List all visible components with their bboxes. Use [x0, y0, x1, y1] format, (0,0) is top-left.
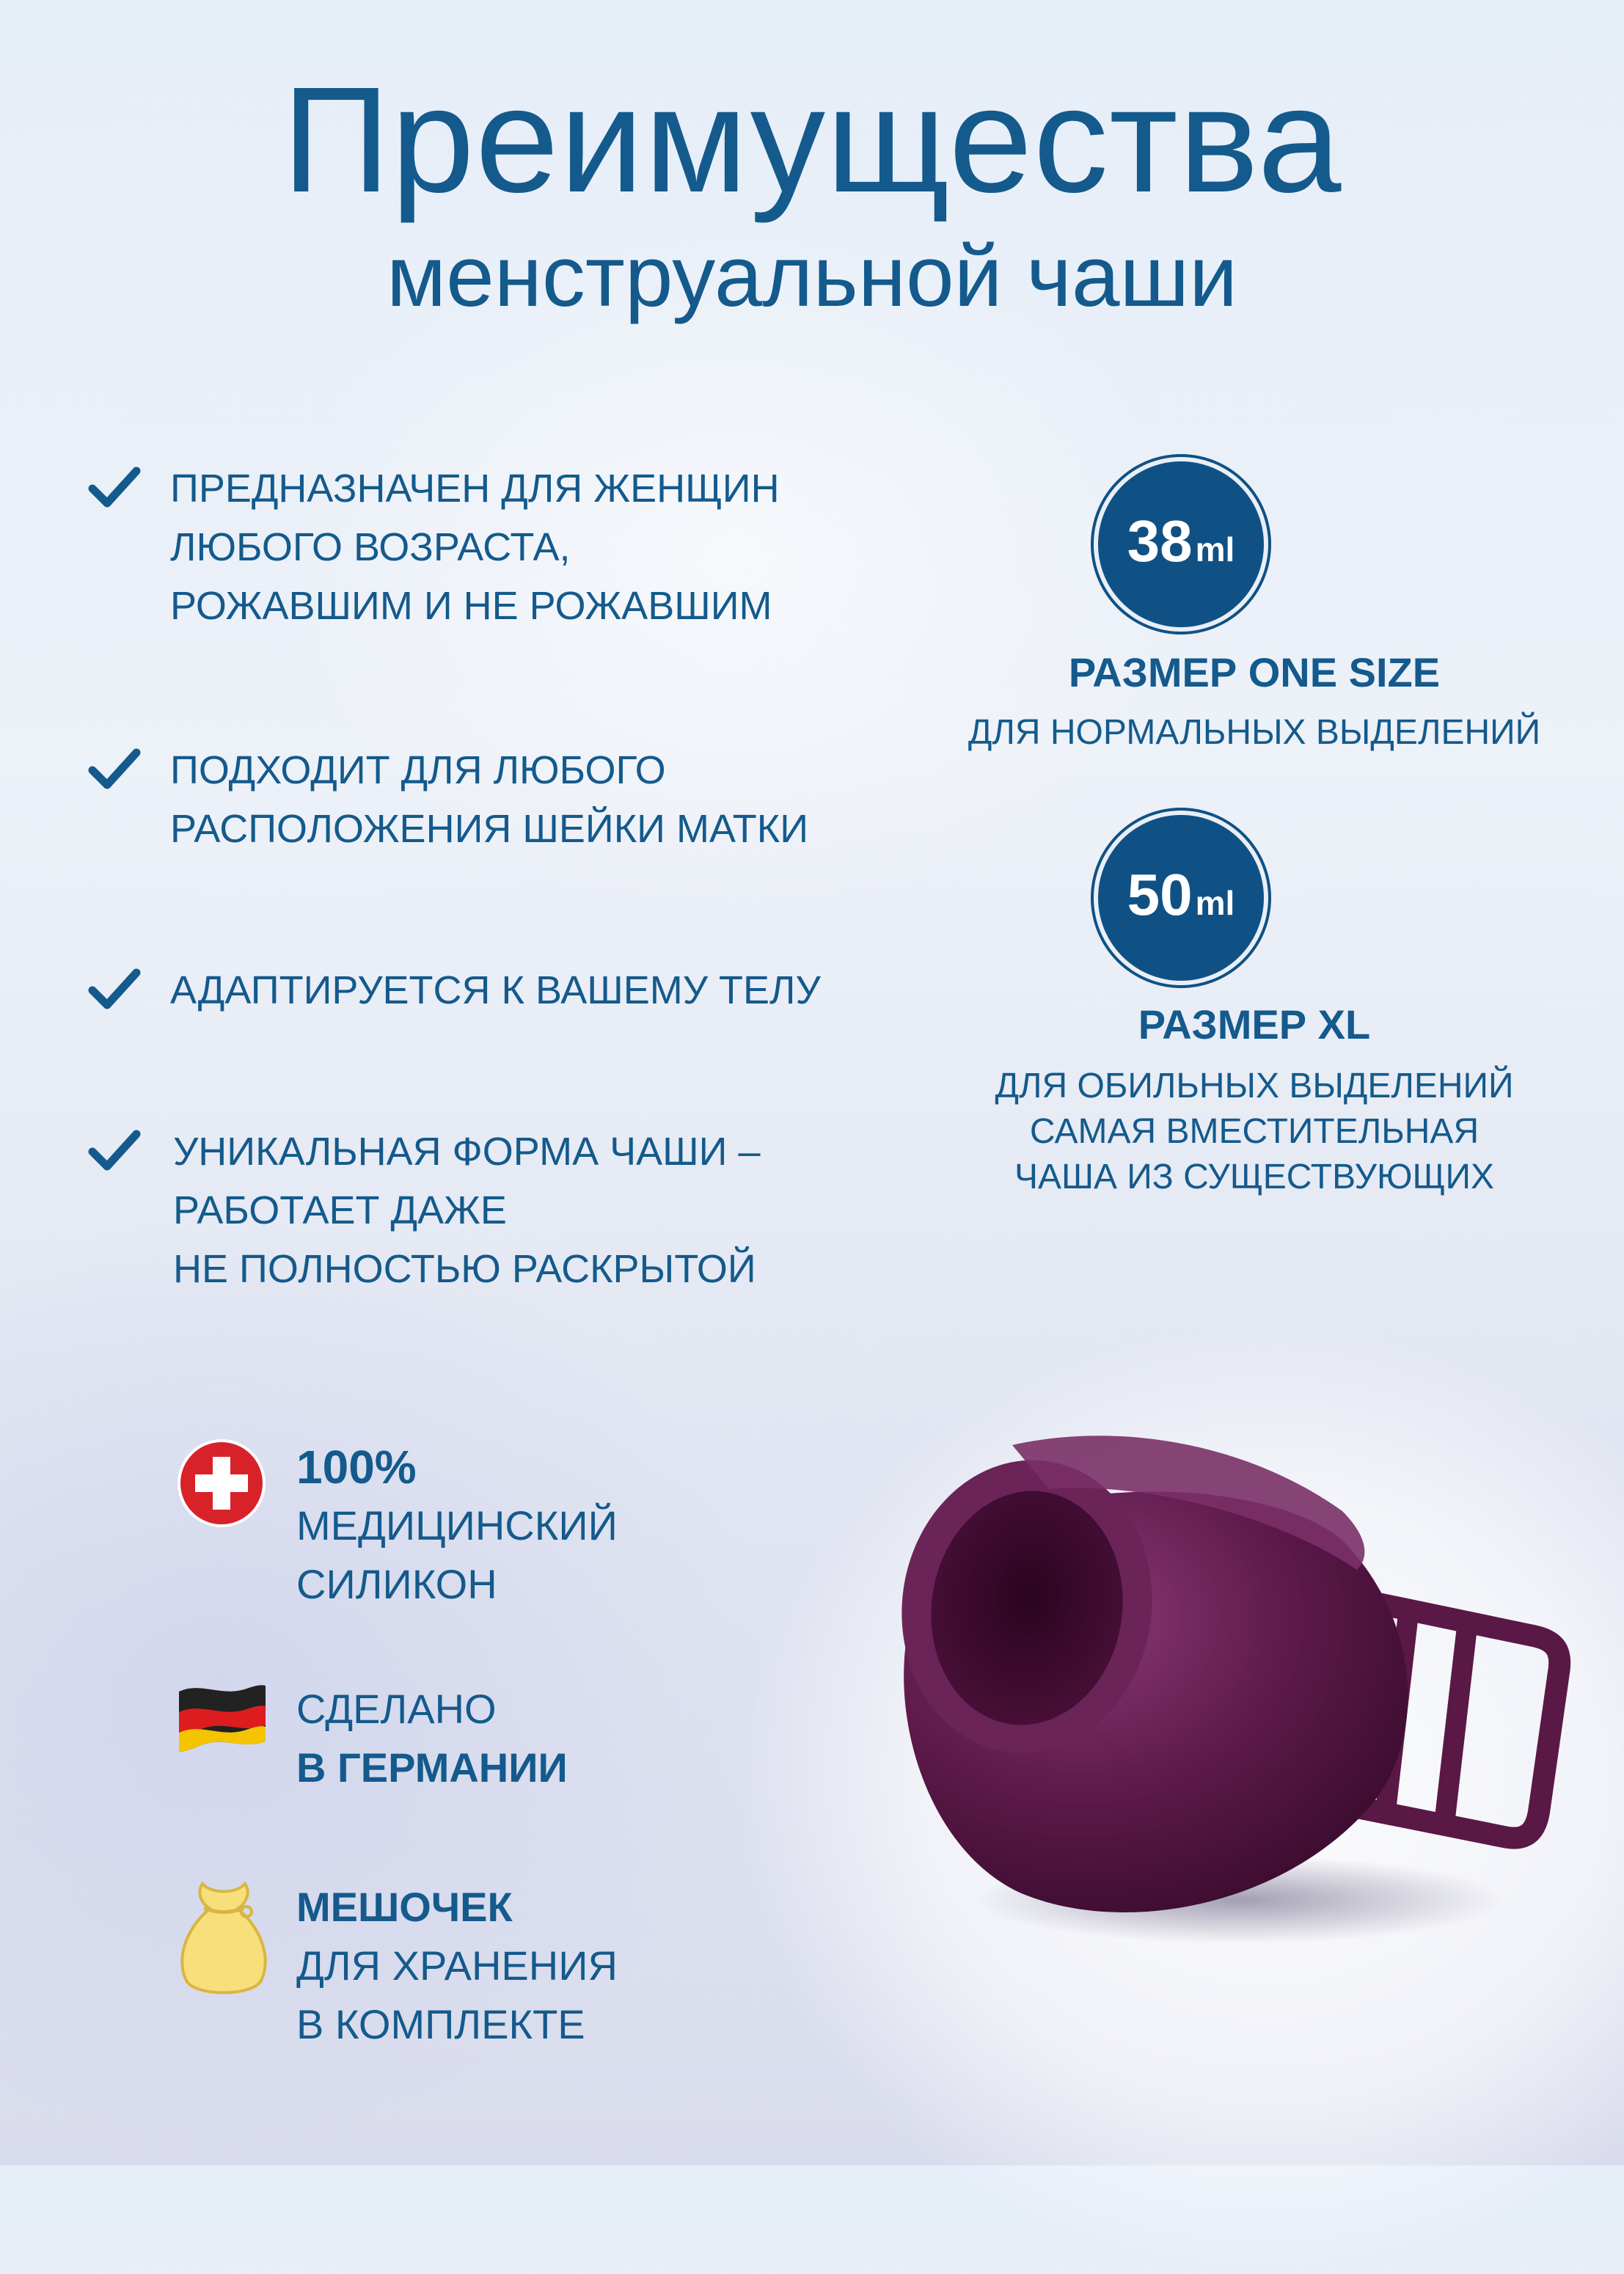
volume-badge-38 [1102, 465, 1260, 624]
swiss-cross-icon [176, 1438, 267, 1529]
volume-value: 50 [1127, 862, 1193, 927]
benefit-item-3 [88, 961, 910, 1027]
checkmark-icon [88, 465, 141, 509]
page-title: Преимущества [282, 56, 1342, 224]
benefit-text: ЛЮБОГО ВОЗРАСТА, [170, 525, 571, 569]
feature-pouch [176, 1878, 836, 2061]
size-description [880, 1064, 1624, 1200]
size-description [880, 710, 1624, 756]
benefit-text: АДАПТИРУЕТСЯ К ВАШЕМУ ТЕЛУ [170, 968, 821, 1012]
benefit-item-2 [88, 741, 910, 866]
benefit-text: НЕ ПОЛНОСТЬЮ РАСКРЫТОЙ [173, 1247, 756, 1291]
volume-unit: ml [1195, 884, 1235, 922]
size-desc-line: ДЛЯ ОБИЛЬНЫХ ВЫДЕЛЕНИЙ [995, 1067, 1514, 1105]
size-desc-line: САМАЯ ВМЕСТИТЕЛЬНАЯ [1029, 1112, 1479, 1151]
menstrual-cup-image [829, 1394, 1624, 1995]
pouch-icon [176, 1878, 271, 2001]
feature-text: СИЛИКОН [296, 1561, 497, 1607]
benefit-item-1 [88, 459, 910, 643]
benefit-text: РОЖАВШИМ И НЕ РОЖАВШИМ [170, 584, 772, 628]
feature-highlight: МЕШОЧЕК [296, 1884, 513, 1930]
checkmark-icon [88, 747, 141, 791]
size-desc-line: ДЛЯ НОРМАЛЬНЫХ ВЫДЕЛЕНИЙ [968, 713, 1541, 752]
benefit-text: УНИКАЛЬНАЯ ФОРМА ЧАШИ – [173, 1130, 761, 1174]
feature-highlight: 100% [296, 1441, 417, 1494]
benefit-text: РАСПОЛОЖЕНИЯ ШЕЙКИ МАТКИ [170, 807, 809, 851]
feature-made-in-germany [176, 1680, 836, 1805]
feature-text: ДЛЯ ХРАНЕНИЯ [296, 1942, 618, 1989]
benefit-text: РАБОТАЕТ ДАЖЕ [173, 1188, 507, 1232]
benefit-item-4 [88, 1122, 910, 1306]
feature-highlight: В ГЕРМАНИИ [296, 1744, 568, 1791]
feature-text: В КОМПЛЕКТЕ [296, 2001, 585, 2047]
volume-unit: ml [1195, 530, 1235, 568]
benefit-text: ПРЕДНАЗНАЧЕН ДЛЯ ЖЕНЩИН [170, 467, 780, 511]
size-title: РАЗМЕР ONE SIZE [1068, 649, 1441, 695]
checkmark-icon [88, 1128, 141, 1172]
size-desc-line: ЧАША ИЗ СУЩЕСТВУЮЩИХ [1014, 1158, 1495, 1196]
checkmark-icon [88, 967, 141, 1011]
volume-value: 38 [1127, 508, 1193, 574]
size-title: РАЗМЕР XL [1138, 1001, 1371, 1048]
feature-text: СДЕЛАНО [296, 1686, 497, 1732]
benefit-text: ПОДХОДИТ ДЛЯ ЛЮБОГО [170, 748, 666, 792]
feature-silicone [176, 1438, 836, 1614]
volume-badge-50 [1102, 819, 1260, 977]
feature-text: МЕДИЦИНСКИЙ [296, 1502, 618, 1549]
page-subtitle: менструальной чаши [386, 228, 1238, 325]
germany-flag-icon [176, 1680, 268, 1759]
